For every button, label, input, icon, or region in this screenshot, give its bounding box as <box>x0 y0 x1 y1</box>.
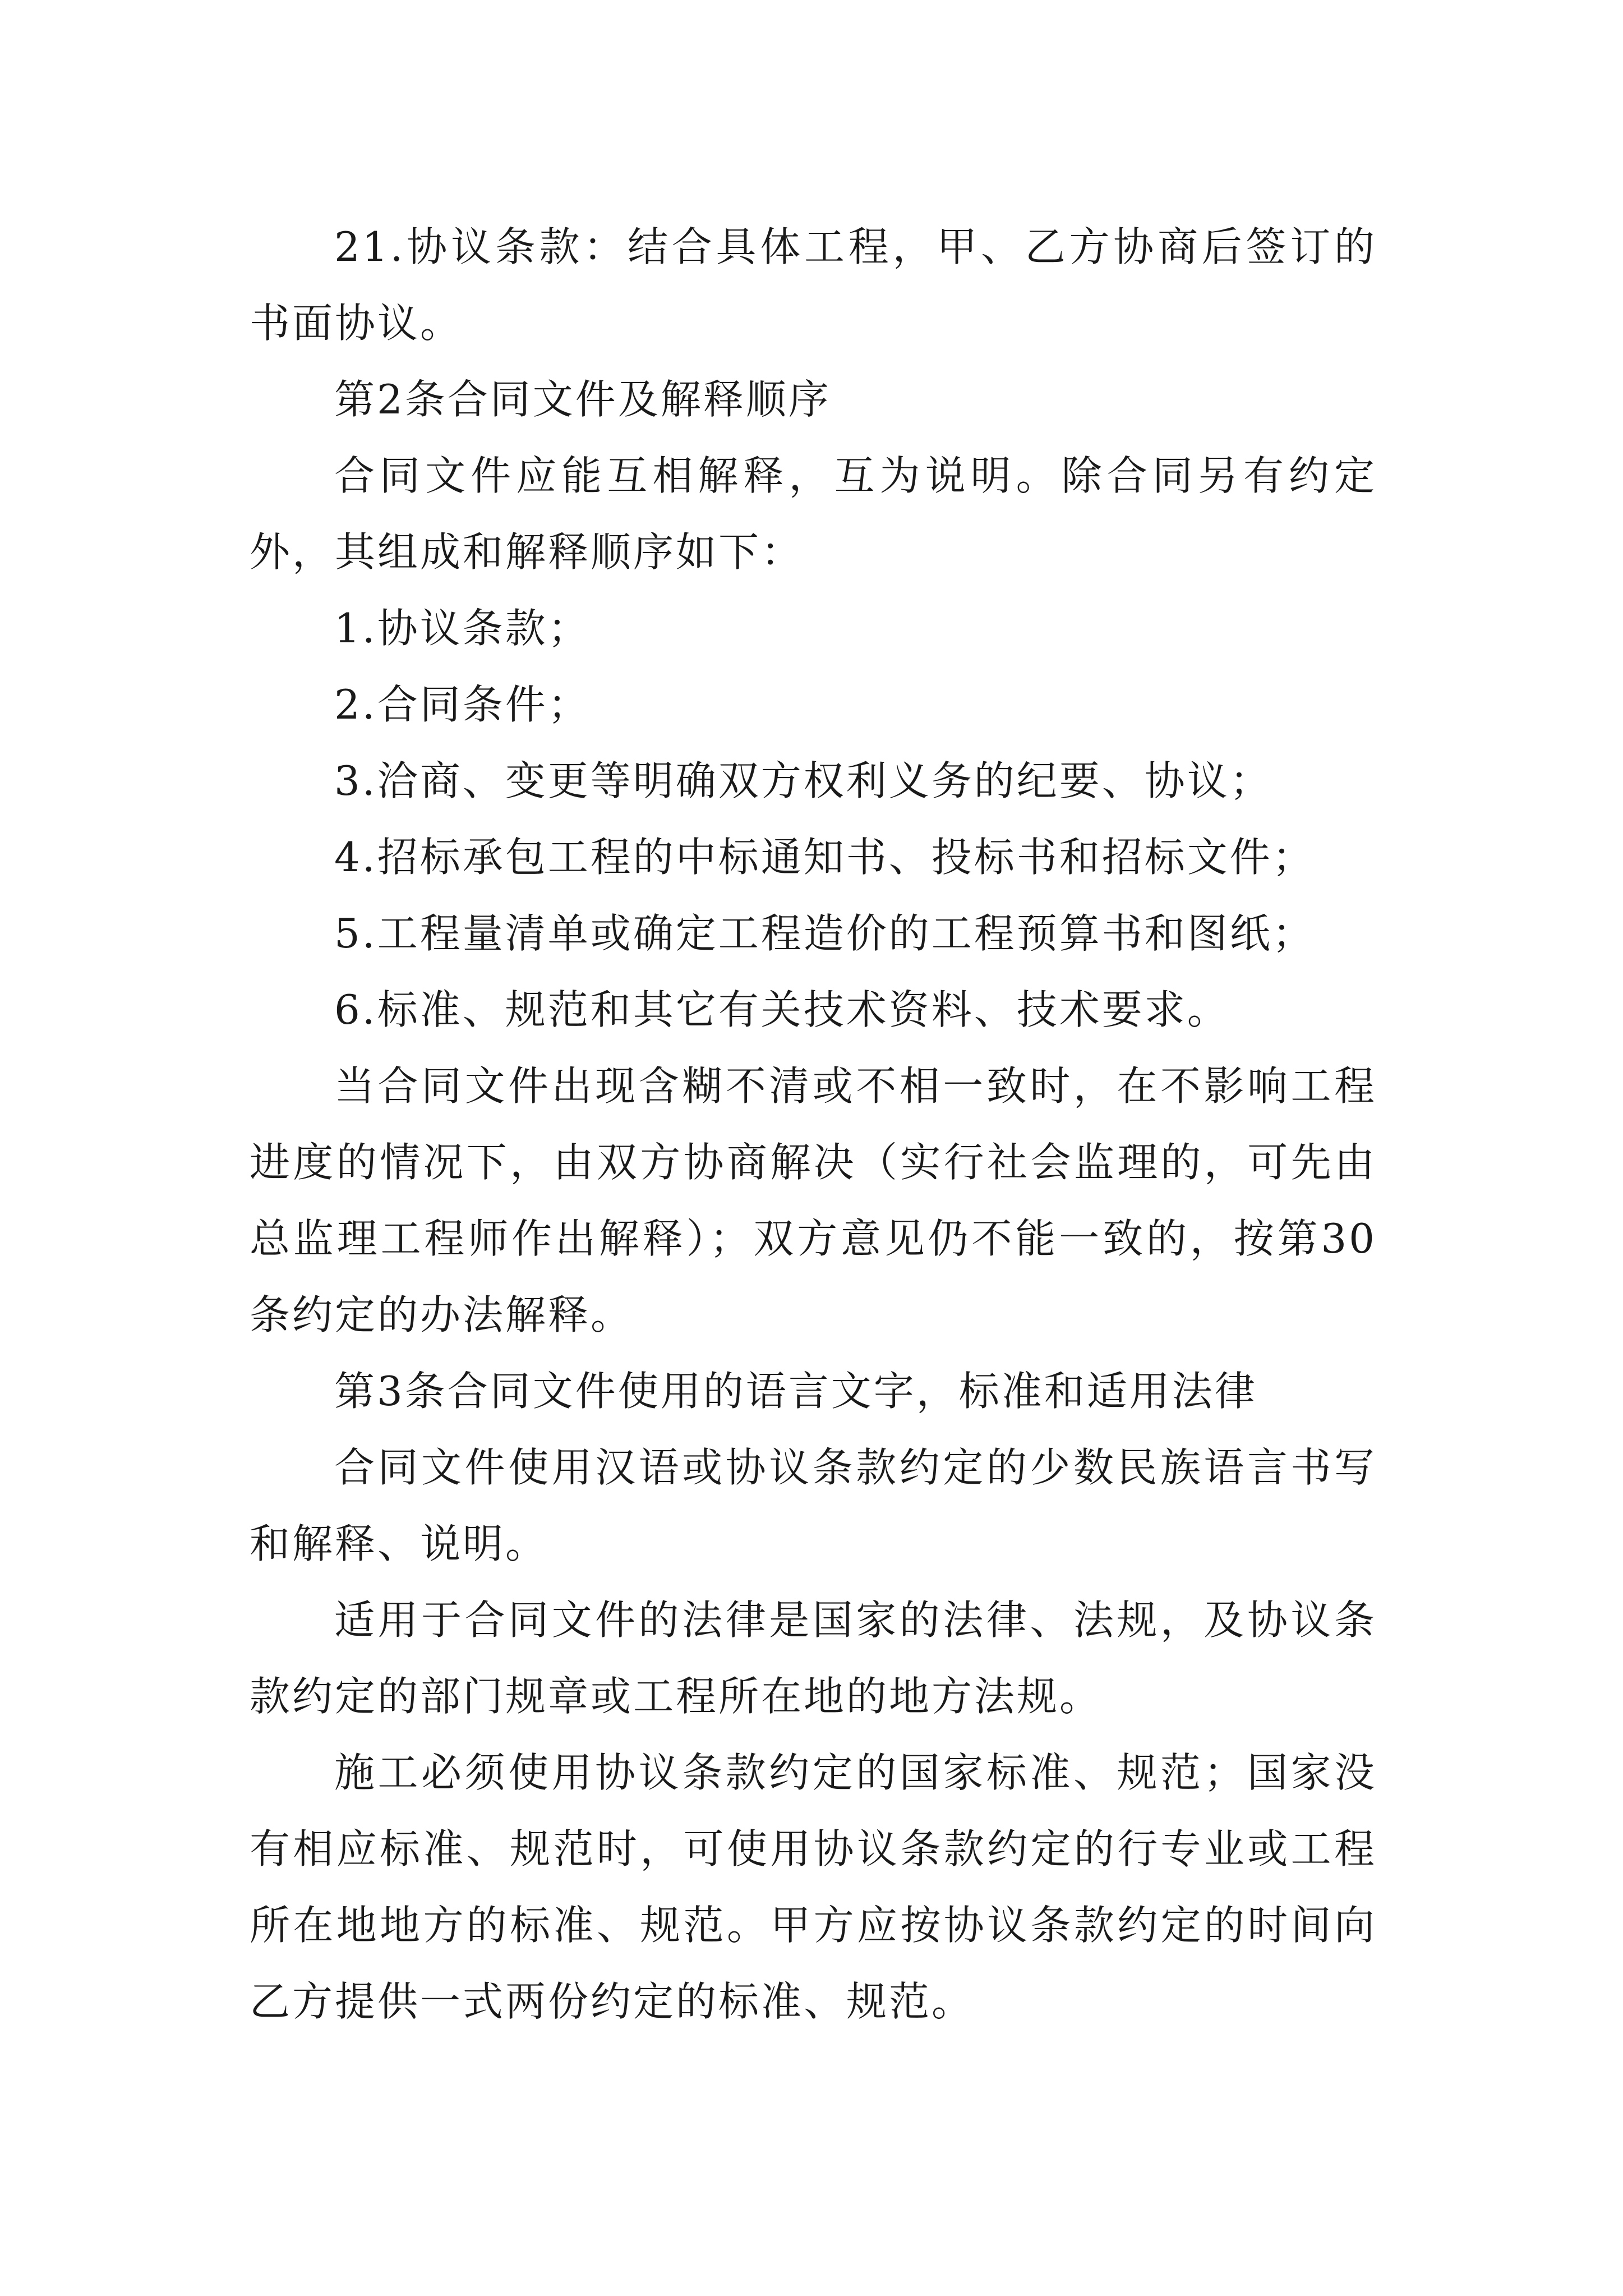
list-item-2: 2.合同条件； <box>334 681 591 728</box>
list-item-1: 1.协议条款； <box>334 605 591 652</box>
document-body <box>250 209 1377 2040</box>
paragraph-definition-21: 21.协议条款：结合具体工程，甲、乙方协商后签订的书面协议。 <box>250 223 1377 347</box>
list-item-5: 5.工程量清单或确定工程造价的工程预算书和图纸； <box>334 910 1315 957</box>
list-item-4: 4.招标承包工程的中标通知书、投标书和招标文件； <box>334 834 1315 881</box>
heading-article-3: 第3条合同文件使用的语言文字，标准和适用法律 <box>334 1368 1257 1415</box>
paragraph-applicable-law: 适用于合同文件的法律是国家的法律、法规，及协议条款约定的部门规章或工程所在地的地方法规。 <box>250 1596 1377 1720</box>
heading-article-2: 第2条合同文件及解释顺序 <box>334 376 831 423</box>
paragraph-interpretation-order: 合同文件应能互相解释，互为说明。除合同另有约定外，其组成和解释顺序如下： <box>250 452 1377 576</box>
list-item-6: 6.标准、规范和其它有关技术资料、技术要求。 <box>334 986 1230 1033</box>
paragraph-language: 合同文件使用汉语或协议条款约定的少数民族语言书写和解释、说明。 <box>250 1444 1377 1567</box>
list-item-3: 3.洽商、变更等明确双方权利义务的纪要、协议； <box>334 757 1272 804</box>
paragraph-ambiguity: 当合同文件出现含糊不清或不相一致时，在不影响工程进度的情况下，由双方协商解决（实行社会监理的，可先由总监理工程师作出解释）；双方意见仍不能一致的，按第30条约定的办法解释。 <box>250 1062 1377 1338</box>
paragraph-standards: 施工必须使用协议条款约定的国家标准、规范；国家没有相应标准、规范时，可使用协议条款约定的行专业或工程所在地地方的标准、规范。甲方应按协议条款约定的时间向乙方提供一式两份约定的标准、规范。 <box>250 1749 1377 2025</box>
